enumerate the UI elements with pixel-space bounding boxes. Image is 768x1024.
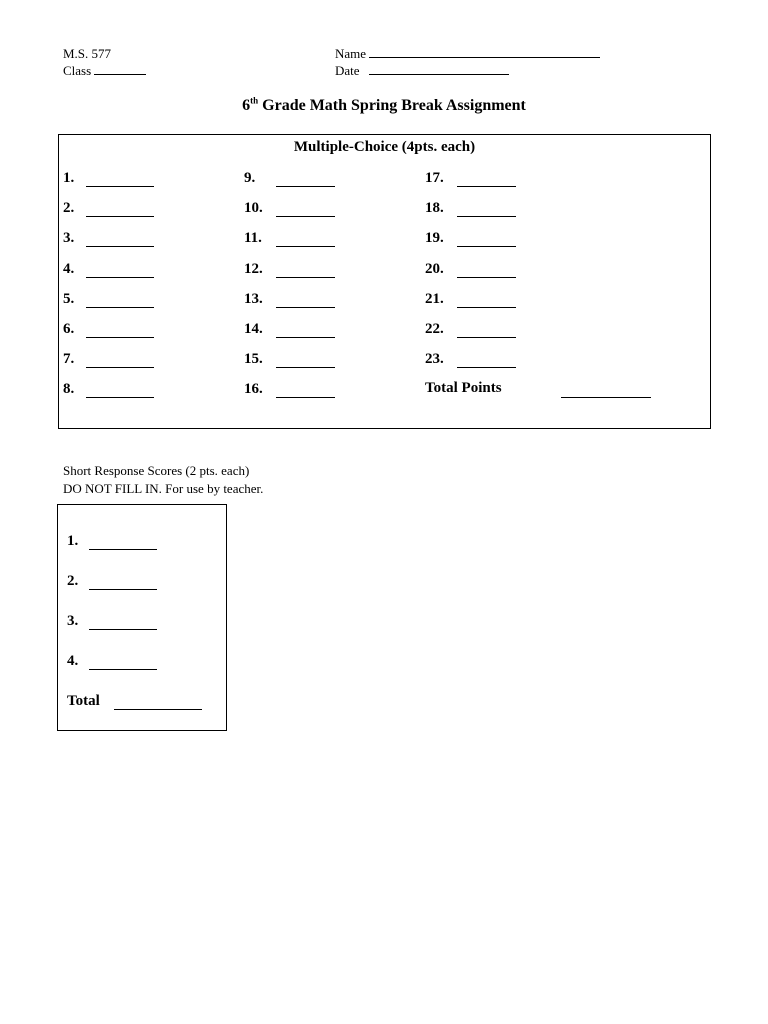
title-grade-suffix: th: [250, 95, 259, 106]
name-blank[interactable]: [369, 57, 600, 58]
mc-answer-blank[interactable]: [457, 216, 516, 217]
total-points-label: Total Points: [425, 380, 502, 396]
short-response-total-label: Total: [67, 693, 100, 709]
total-points-blank[interactable]: [561, 397, 651, 398]
mc-question-number: 17.: [425, 170, 444, 186]
mc-question-number: 18.: [425, 200, 444, 217]
mc-question-number: 2.: [63, 200, 75, 217]
page-title: [0, 97, 768, 115]
sr-score-blank[interactable]: [89, 669, 157, 670]
sr-question-number: 2.: [67, 573, 79, 589]
mc-question-number: 4.: [63, 260, 75, 277]
mc-answer-blank[interactable]: [276, 216, 335, 217]
mc-answer-blank[interactable]: [276, 397, 335, 398]
class-blank[interactable]: [94, 74, 146, 75]
mc-question-number: 20.: [425, 260, 444, 277]
teacher-note: DO NOT FILL IN. For use by teacher.: [63, 481, 264, 496]
mc-answer-blank[interactable]: [276, 246, 335, 247]
multiple-choice-box: [58, 134, 711, 429]
sr-score-blank[interactable]: [89, 589, 157, 590]
mc-question-number: 3.: [63, 230, 75, 247]
sr-score-blank[interactable]: [89, 549, 157, 550]
mc-question-number: 13.: [244, 290, 263, 307]
mc-question-number: 16.: [244, 381, 263, 398]
mc-answer-blank[interactable]: [276, 307, 335, 308]
mc-question-number: 14.: [244, 321, 263, 337]
mc-answer-blank[interactable]: [276, 337, 335, 338]
school-text: M.S. 577: [63, 46, 112, 61]
mc-question-number: 15.: [244, 351, 263, 368]
mc-question-number: 9.: [244, 170, 256, 186]
mc-answer-blank[interactable]: [457, 307, 516, 308]
mc-answer-blank[interactable]: [457, 277, 516, 278]
date-label: Date: [335, 63, 360, 78]
mc-question-number: 11.: [244, 230, 262, 247]
mc-answer-blank[interactable]: [276, 277, 335, 278]
mc-answer-blank[interactable]: [457, 186, 516, 187]
mc-answer-blank[interactable]: [457, 367, 516, 368]
mc-question-number: 1.: [63, 170, 75, 186]
mc-answer-blank[interactable]: [276, 367, 335, 368]
school-label: [63, 46, 111, 62]
mc-answer-blank[interactable]: [457, 337, 516, 338]
short-response-total-blank[interactable]: [114, 709, 202, 710]
mc-question-number: 5.: [63, 290, 75, 307]
mc-question-number: 22.: [425, 321, 444, 337]
title-grade-number: 6: [242, 97, 251, 114]
class-field[interactable]: [63, 63, 146, 79]
mc-question-number: 10.: [244, 200, 263, 217]
name-label: Name: [335, 46, 367, 61]
multiple-choice-heading: Multiple-Choice (4pts. each): [293, 139, 476, 155]
date-field[interactable]: [335, 63, 509, 79]
mc-answer-blank[interactable]: [86, 277, 154, 278]
mc-answer-blank[interactable]: [86, 246, 154, 247]
sr-score-blank[interactable]: [89, 629, 157, 630]
short-response-heading: Short Response Scores (2 pts. each): [63, 463, 250, 478]
mc-answer-blank[interactable]: [86, 216, 154, 217]
mc-answer-blank[interactable]: [457, 246, 516, 247]
short-response-box: [57, 504, 227, 731]
date-blank[interactable]: [369, 74, 509, 75]
name-field[interactable]: [335, 46, 600, 62]
mc-answer-blank[interactable]: [86, 337, 154, 338]
sr-question-number: 3.: [67, 613, 79, 629]
mc-question-number: 12.: [244, 260, 263, 277]
mc-answer-blank[interactable]: [86, 397, 154, 398]
mc-question-number: 21.: [425, 290, 444, 307]
class-label: Class: [63, 63, 92, 78]
mc-answer-blank[interactable]: [86, 367, 154, 368]
sr-question-number: 1.: [67, 533, 79, 549]
mc-answer-blank[interactable]: [86, 186, 154, 187]
mc-question-number: 8.: [63, 381, 75, 398]
mc-question-number: 7.: [63, 351, 75, 368]
mc-answer-blank[interactable]: [86, 307, 154, 308]
title-text: Grade Math Spring Break Assignment: [262, 97, 526, 114]
mc-question-number: 23.: [425, 351, 444, 368]
sr-question-number: 4.: [67, 653, 79, 669]
mc-question-number: 19.: [425, 230, 444, 247]
mc-question-number: 6.: [63, 321, 75, 337]
mc-answer-blank[interactable]: [276, 186, 335, 187]
